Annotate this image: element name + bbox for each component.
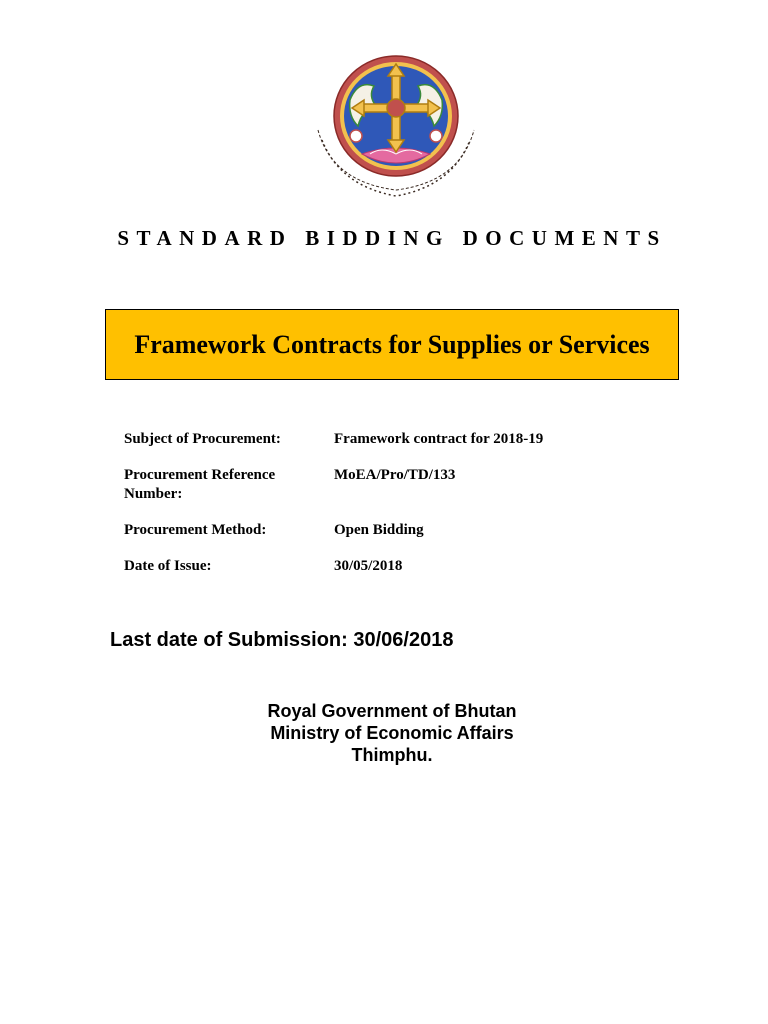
detail-value: Framework contract for 2018-19 xyxy=(334,431,544,447)
detail-label: Procurement Reference Number: xyxy=(124,467,276,502)
detail-value: MoEA/Pro/TD/133 xyxy=(334,467,456,483)
title-box xyxy=(105,309,679,380)
issuer-address xyxy=(192,700,592,766)
detail-row-date-of-issue xyxy=(124,557,644,576)
document-type-heading: STANDARD BIDDING DOCUMENTS xyxy=(117,226,667,250)
address-line-ministry: Ministry of Economic Affairs xyxy=(270,723,514,743)
royal-emblem-icon xyxy=(312,50,480,200)
detail-row-reference-number xyxy=(124,466,644,504)
detail-label: Subject of Procurement: xyxy=(124,431,281,447)
detail-row-method xyxy=(124,521,644,540)
procurement-details xyxy=(124,430,644,593)
detail-row-subject xyxy=(124,430,644,449)
document-title: Framework Contracts for Supplies or Services xyxy=(134,329,650,359)
detail-label: Procurement Method: xyxy=(124,522,267,538)
submission-deadline: Last date of Submission: 30/06/2018 xyxy=(110,629,454,651)
detail-value: 30/05/2018 xyxy=(334,558,403,574)
address-line-government: Royal Government of Bhutan xyxy=(267,701,517,721)
detail-label: Date of Issue: xyxy=(124,558,212,574)
address-line-city: Thimphu. xyxy=(351,745,433,765)
detail-value: Open Bidding xyxy=(334,522,424,538)
